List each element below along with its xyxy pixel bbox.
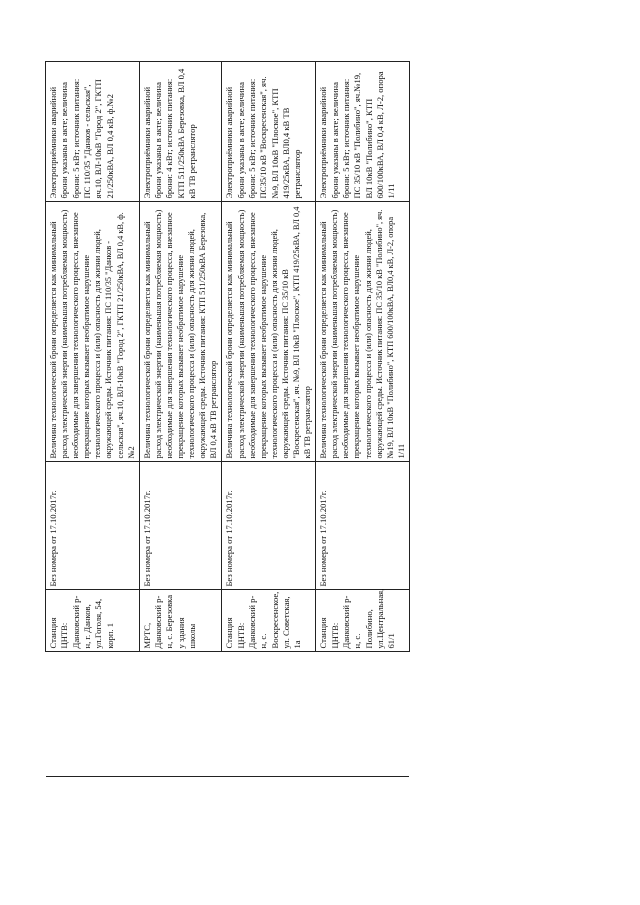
table-row [222, 62, 316, 872]
table-row [316, 62, 410, 872]
row-number-cell [46, 777, 140, 872]
owner-cell [222, 652, 316, 777]
emergency-reserve-cell: Электроприёмники аварийной брони указаны в акте; величина брони: 5 кВт; источник питания: ПС35/10 кВ "Воскресенская", яч. №9, ВЛ 10кВ "Плоское", КТП 419/25кВА, ВЛ0,4 кВ ТВ ретранслятор [222, 62, 316, 202]
tech-reserve-cell: Величина технологической брони определяется как минимальный расход электрической энергии (наименьшая потребляемая мощность) необходимые для завершения технологического процесса, внезапное прекращение которых вызывает необратимое нарушение технологического процесса и (или) опасность для жизни людей, окружающей среды. Источник питания: ПС 110/35 "Данков - сельская", яч.10, ВЛ-10кВ "Город 2", ГКТП 21/250кВА, ВЛ 0,4 кВ, ф.№2 [46, 202, 140, 462]
emergency-reserve-cell: Электроприёмники аварийной брони указаны в акте; величина брони: 5 кВт; источник питания: ПС 35/10 кВ "Полибино", яч.№19, ВЛ 10кВ "Полибино", КТП 600/100кВА, ВЛ 0,4 кВ, Л-2, опора 1/11 [316, 62, 410, 202]
emergency-reserve-cell: Электроприёмники аварийной брони указаны в акте; величина брони: 4 кВт; источник питания: КТП 511/250кВА Березовка, ВЛ 0,4 кВ ТВ ретранслятор [139, 62, 222, 202]
row-number-cell [316, 777, 410, 872]
table-row [46, 62, 140, 872]
tech-reserve-cell: Величина технологической брони определяется как минимальный расход электрической энергии (наименьшая потребляемая мощность) необходимые для завершения технологического процесса, внезапное прекращение которых вызывает необратимое нарушение технологического процесса и (или) опасность для жизни людей, окружающей среды. Источник питания: ПС 35/10 кВ "Воскресенская", яч. №9, ВЛ 10кВ "Плоское", КТП 419/25кВА, ВЛ 0,4 кВ ТВ ретранслятор [222, 202, 316, 462]
emergency-reserve-cell: Электроприёмники аварийной брони указаны в акте; величина брони: 5 кВт; источник питания: ПС 110/35 "Данков - сельская", яч.10, ВЛ-10кВ "Город 2", ГКТП 21/250кВА, ВЛ 0,4 кВ, ф.№2 [46, 62, 140, 202]
document-cell: Без номера от 17.10.2017г. [46, 462, 140, 590]
object-cell: Станция ЦНТВ: Данковский р-н, г. Данков, ул.Гоголя, 54, корп. 1 [46, 590, 140, 652]
document-cell: Без номера от 17.10.2017г. [316, 462, 410, 590]
tech-reserve-cell: Величина технологической брони определяется как минимальный расход электрической энергии (наименьшая потребляемая мощность) необходимые для завершения технологического процесса, внезапное прекращение которых вызывает необратимое нарушение технологического процесса и (или) опасность для жизни людей, окружающей среды. Источник питания: ПС 35/10 кВ "Полибино", яч.№19, ВЛ 10кВ "Полибино", КТП 600/100кВА, ВЛ0,4 кВ, Л-2, опора 1/11 [316, 202, 410, 462]
row-number-cell [222, 777, 316, 872]
rotated-sheet [45, 62, 560, 872]
table-row [139, 62, 222, 872]
document-cell: Без номера от 17.10.2017г. [139, 462, 222, 590]
tech-reserve-cell: Величина технологической брони определяется как минимальный расход электрической энергии (наименьшая потребляемая мощность) необходимые для завершения технологического процесса, внезапное прекращение которых вызывает необратимое нарушение технологического процесса и (или) опасность для жизни людей, окружающей среды. Источник питания: КТП 511/250кВА Березовка, ВЛ 0,4 кВ ТВ ретранслятор [139, 202, 222, 462]
object-cell: МРТС, Данковский р-н, с. Березовка у здания школы [139, 590, 222, 652]
owner-cell [316, 652, 410, 777]
row-number-cell [139, 777, 222, 872]
object-cell: Станция ЦНТВ: Данковский р-н, с. Полибино, ул.Центральная, 61/1 [316, 590, 410, 652]
owner-cell [46, 652, 140, 777]
object-cell: Станция ЦНТВ: Данковский р-н, с. Воскресенское, ул. Советская, 1а [222, 590, 316, 652]
owner-cell [139, 652, 222, 777]
document-cell: Без номера от 17.10.2017г. [222, 462, 316, 590]
reserve-table [45, 62, 410, 873]
